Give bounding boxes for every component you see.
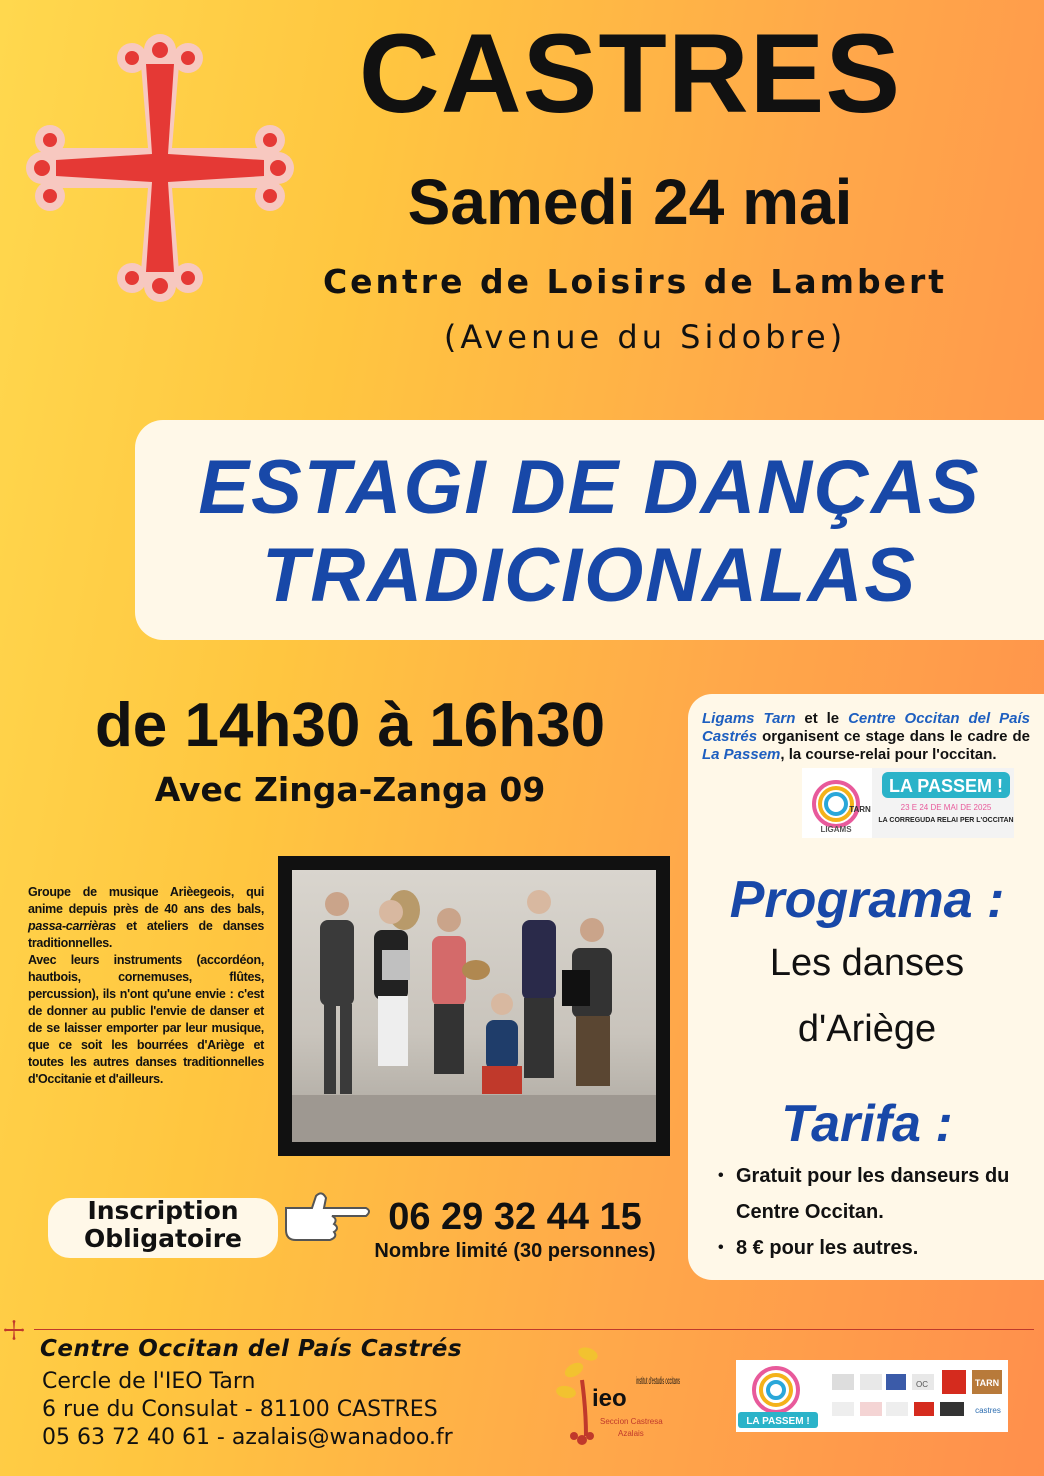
registration-line2: Obligatoire xyxy=(83,1224,243,1253)
organizers-text xyxy=(702,710,1030,764)
footer-line2: 6 rue du Consulat - 81100 CASTRES xyxy=(42,1397,438,1422)
occitan-cross-small-icon xyxy=(4,1320,24,1340)
registration-label xyxy=(48,1197,278,1253)
text: organisent ce stage dans le cadre de xyxy=(757,728,1030,745)
event-la-passem: La Passem xyxy=(702,746,781,763)
banner-title-line2: TRADICIONALAS xyxy=(261,533,918,618)
ieo-text: institut d'estudis occitans xyxy=(636,1376,680,1387)
venue-address: (Avenue du Sidobre) xyxy=(443,318,847,356)
band-photo-illustration xyxy=(292,870,656,1142)
description-paragraph-2: Avec leurs instruments (accordéon, hautbois, cornemuses, flûtes, percussion), ils n'ont qu'une envie : c'est de donner au public l'envie de danser et de se laisser emporter par leur musique, que ce soit les bourrées d'Ariège et toutes les autres danses traditionnelles d'Occitanie et d'ailleurs. xyxy=(28,953,264,1086)
passem-title: LA PASSEM ! xyxy=(888,776,1004,796)
passem-brand: LIGAMS xyxy=(820,825,852,834)
event-hours: de 14h30 à 16h30 xyxy=(94,691,606,760)
la-passem-logo xyxy=(802,768,1014,838)
desc-emphasis: passa-carrièras xyxy=(28,919,116,933)
passem-dates: 23 E 24 DE MAI DE 2025 xyxy=(900,803,992,812)
footer-org-name: Centre Occitan del País Castrés xyxy=(40,1336,463,1362)
pricing-item: • 8 € pour les autres. xyxy=(718,1230,1038,1266)
phone-number: 06 29 32 44 15 xyxy=(388,1196,642,1238)
pricing-item: • Gratuit pour les danseurs du Centre Occitan. xyxy=(718,1158,1038,1230)
passem-subtitle: LA CORREGUDA RELAI PER L'OCCITAN xyxy=(878,817,1014,824)
footer-address xyxy=(42,1368,453,1452)
program-heading: Programa : xyxy=(729,871,1005,929)
footer-divider xyxy=(34,1329,1034,1330)
passem-brand-sub: TARN xyxy=(849,805,871,814)
program-text xyxy=(690,930,1044,1062)
event-date: Samedi 24 mai xyxy=(407,166,853,238)
footer-contact: 05 63 72 40 61 - azalais@wanadoo.fr xyxy=(42,1425,453,1450)
org-ligams: Ligams Tarn xyxy=(702,710,796,727)
desc-text: et ateliers de danses traditionnelles. xyxy=(28,919,264,950)
ieo-name: ieo xyxy=(592,1385,627,1412)
partner-castres: castres xyxy=(975,1406,1001,1415)
desc-text: Groupe de musique Arièegeois, qui anime depuis près de 40 ans des bals, xyxy=(28,885,264,916)
pricing-list xyxy=(718,1158,1038,1266)
venue-name: Centre de Loisirs de Lambert xyxy=(322,262,948,301)
partner-oc: OC xyxy=(916,1380,928,1389)
org-centre-occitan: Centre Occitan del País Castrés xyxy=(702,710,1030,745)
banner-title-line1: ESTAGI DE DANÇAS xyxy=(198,445,981,530)
partner-tarn: TARN xyxy=(974,1378,1000,1388)
description-paragraph-1 xyxy=(28,884,264,952)
pricing-heading: Tarifa : xyxy=(781,1095,953,1153)
band-description xyxy=(28,884,264,1088)
text: , la course-relai pour l'occitan. xyxy=(780,746,997,763)
program-line1: Les danses xyxy=(769,942,965,984)
ieo-logo xyxy=(552,1340,682,1450)
partner-passem: LA PASSEM ! xyxy=(746,1416,810,1427)
city-title: CASTRES xyxy=(358,11,902,136)
pointing-hand-icon xyxy=(282,1186,372,1246)
ieo-azalais: Azalais xyxy=(618,1429,644,1438)
footer-line1: Cercle de l'IEO Tarn xyxy=(42,1369,256,1394)
registration-line1: Inscription xyxy=(87,1196,239,1225)
ieo-section: Seccion Castresa xyxy=(600,1417,663,1426)
band-name: Avec Zinga-Zanga 09 xyxy=(154,770,546,809)
program-line2: d'Ariège xyxy=(797,1008,937,1050)
participant-limit: Nombre limité (30 personnes) xyxy=(374,1240,656,1262)
partner-logos xyxy=(736,1360,1008,1432)
band-photo xyxy=(278,856,670,1156)
text: et le xyxy=(795,710,849,727)
